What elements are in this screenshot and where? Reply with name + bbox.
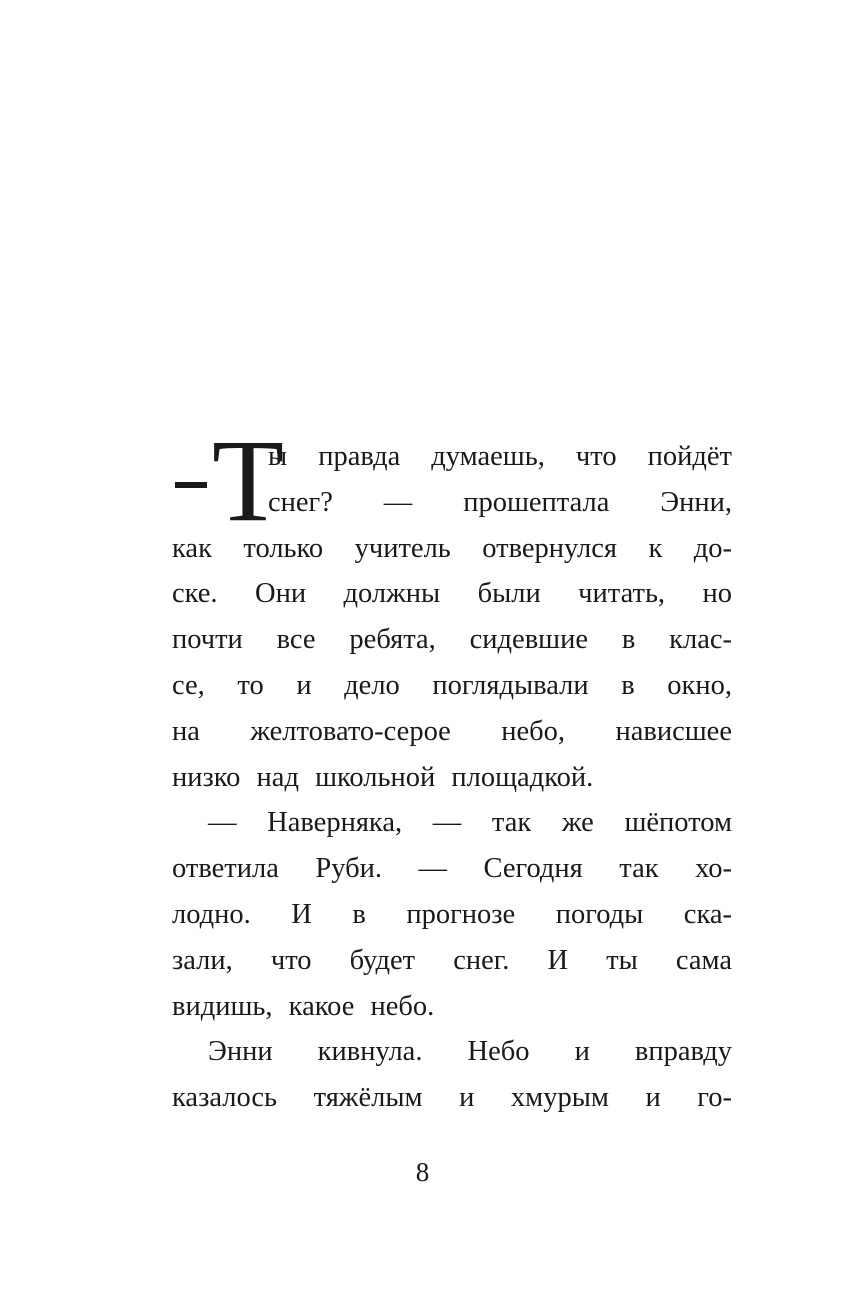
text-line: казалось тяжёлым и хмурым и го- bbox=[172, 1082, 732, 1114]
text-line: се, то и дело поглядывали в окно, bbox=[172, 669, 732, 701]
text-line: низко над школьной площадкой. bbox=[172, 761, 594, 793]
text-line: ы правда думаешь, что пойдёт bbox=[268, 441, 732, 472]
drop-cap bbox=[172, 415, 285, 546]
text-line: — Наверняка, — так же шёпотом bbox=[208, 807, 732, 839]
text-line: Энни кивнула. Небо и вправду bbox=[208, 1036, 732, 1068]
text-line: снег? — прошептала Энни, bbox=[268, 486, 732, 518]
text-line: видишь, какое небо. bbox=[172, 990, 435, 1022]
text-line: ске. Они должны были читать, но bbox=[172, 578, 732, 610]
drop-cap-letter: Т bbox=[212, 415, 285, 546]
text-line: на желтовато-серое небо, нависшее bbox=[172, 715, 732, 747]
drop-cap-dash bbox=[175, 482, 207, 488]
text-line: лодно. И в прогнозе погоды ска- bbox=[172, 898, 732, 930]
text-line: ответила Руби. — Сегодня так хо- bbox=[172, 853, 732, 885]
text-line: как только учитель отвернулся к до- bbox=[172, 532, 732, 564]
body-text bbox=[172, 415, 732, 1121]
page-number: 8 bbox=[415, 1157, 430, 1187]
text-line: зали, что будет снег. И ты сама bbox=[172, 944, 732, 976]
text-line: почти все ребята, сидевшие в клас- bbox=[172, 624, 732, 656]
